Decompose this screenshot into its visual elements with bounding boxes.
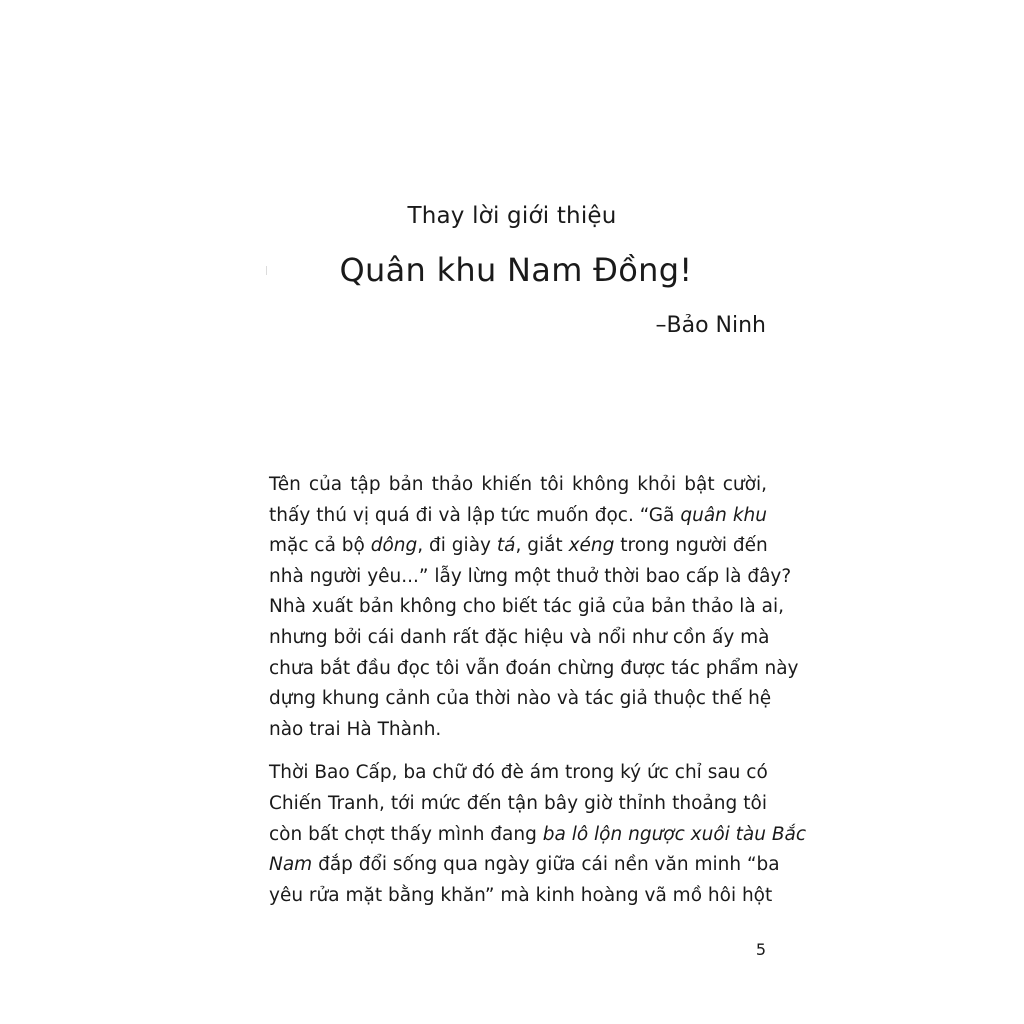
chapter-title: Quân khu Nam Đồng!: [339, 251, 693, 289]
italic-text: xéng: [568, 535, 615, 557]
chapter-author: –Bảo Ninh: [655, 313, 766, 338]
text-line: [269, 881, 773, 912]
text-segment: Thời Bao Cấp, ba chữ đó đè ám trong ký ức chỉ sau có: [269, 762, 768, 784]
italic-text: quân khu: [680, 504, 768, 526]
text-line: [269, 850, 780, 881]
text-segment: trong người đến: [614, 535, 768, 557]
text-segment: Tên của tập bản thảo khiến tôi không khỏi bật cười,: [269, 474, 767, 495]
text-segment: còn bất chợt thấy mình đang: [269, 823, 543, 845]
text-line: [269, 820, 807, 851]
text-segment: mặc cả bộ: [269, 535, 371, 557]
text-segment: Chiến Tranh, tới mức đến tận bây giờ thỉnh thoảng tôi: [269, 792, 767, 814]
italic-text: ba lô lộn ngược xuôi tàu Bắc: [542, 823, 807, 845]
body-text: [269, 470, 807, 911]
text-segment: Nhà xuất bản không cho biết tác giả của bản thảo là ai,: [269, 596, 784, 618]
text-segment: đắp đổi sống qua ngày giữa cái nền văn minh “ba: [312, 854, 780, 876]
text-line: [269, 501, 767, 532]
italic-text: Nam: [269, 854, 313, 876]
text-segment: thấy thú vị quá đi và lập tức muốn đọc. “Gã: [269, 504, 681, 526]
italic-text: tá: [496, 535, 516, 557]
text-line: [269, 623, 770, 654]
text-segment: yêu rửa mặt bằng khăn” mà kinh hoàng vã mồ hôi hột: [269, 884, 773, 906]
paragraph: [269, 758, 807, 911]
text-segment: chưa bắt đầu đọc tôi vẫn đoán chừng được tác phẩm này: [269, 657, 799, 679]
text-line: [269, 684, 772, 715]
page-number: 5: [755, 940, 766, 959]
chapter-subtitle: Thay lời giới thiệu: [407, 203, 617, 229]
text-line: [269, 562, 792, 593]
text-segment: , giắt: [515, 535, 569, 557]
text-segment: , đi giày: [417, 535, 497, 557]
text-segment: nhưng bởi cái danh rất đặc hiệu và nổi như cồn ấy mà: [269, 626, 770, 648]
paragraph: [269, 470, 799, 745]
text-line: [269, 592, 784, 623]
text-line: [269, 470, 767, 501]
text-segment: dựng khung cảnh của thời nào và tác giả thuộc thế hệ: [269, 688, 772, 710]
text-line: [269, 531, 767, 562]
text-line: [269, 715, 767, 746]
text-line: [269, 758, 767, 789]
text-segment: nhà người yêu...” lẫy lừng một thuở thời bao cấp là đây?: [269, 565, 792, 587]
text-line: [269, 789, 767, 820]
text-segment: nào trai Hà Thành.: [269, 718, 442, 740]
italic-text: dông: [370, 535, 418, 557]
text-line: [269, 654, 799, 685]
